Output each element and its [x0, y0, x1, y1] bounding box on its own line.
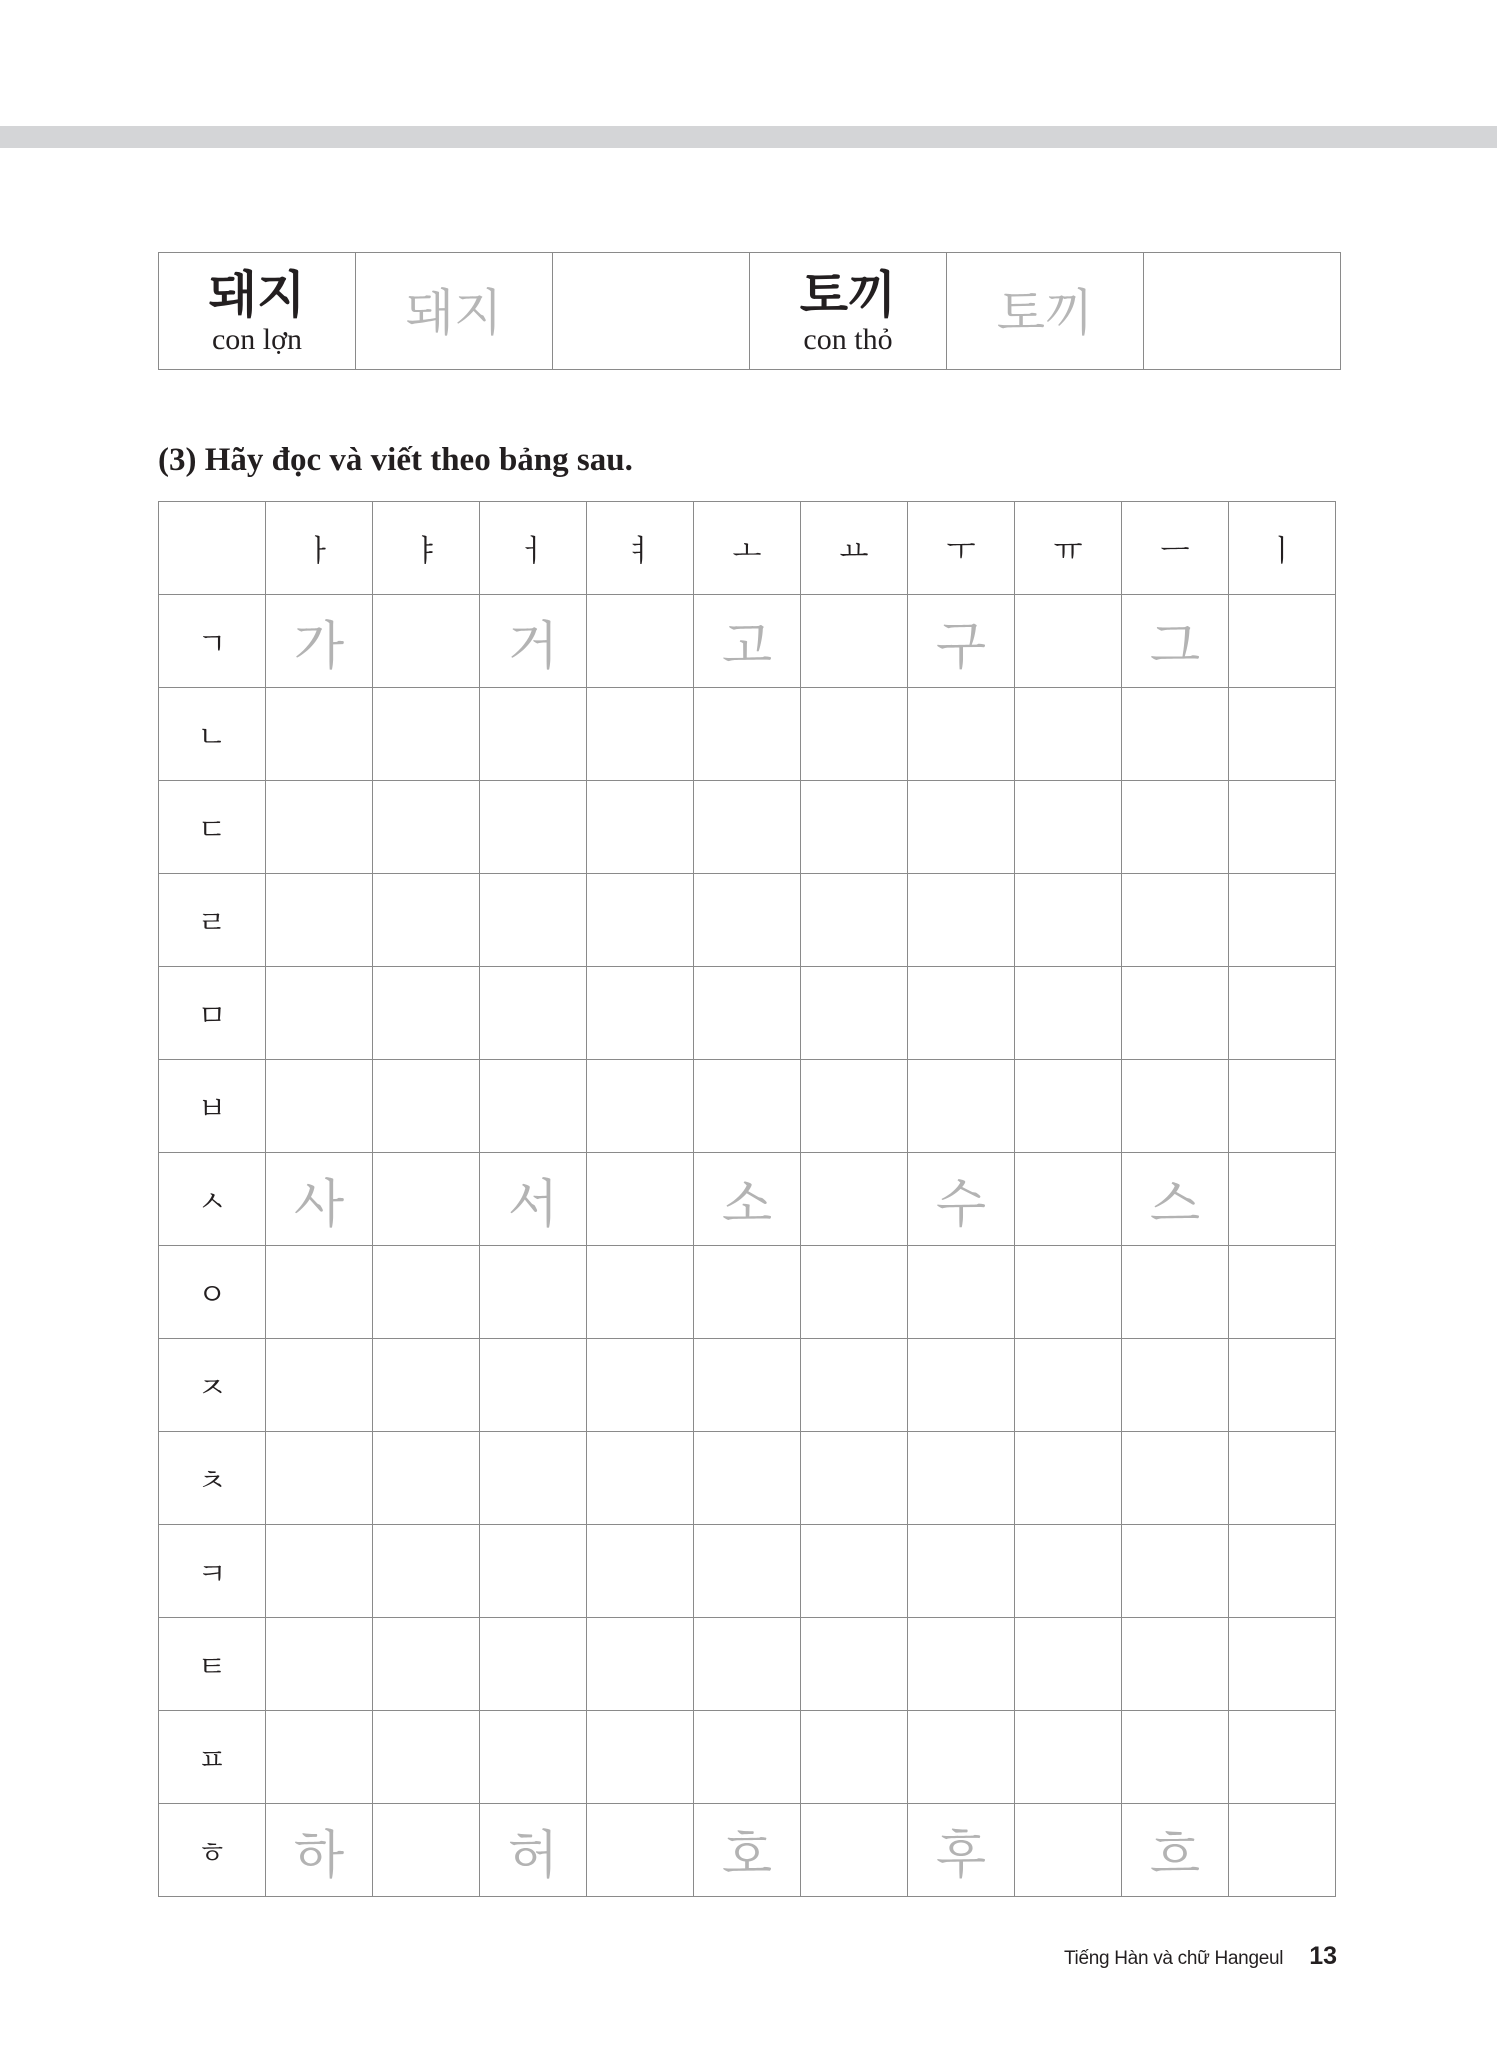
syllable-write-cell[interactable] — [1015, 1060, 1122, 1153]
vocab-trace-cell[interactable] — [947, 253, 1144, 370]
syllable-write-cell[interactable] — [480, 1525, 587, 1618]
syllable-write-cell[interactable] — [1122, 1711, 1229, 1804]
vocab-word-cell — [159, 253, 356, 370]
syllable-write-cell[interactable] — [1015, 1339, 1122, 1432]
grid-row — [159, 688, 1336, 781]
syllable-write-cell[interactable] — [1229, 595, 1336, 688]
syllable-write-cell[interactable] — [587, 1339, 694, 1432]
syllable-write-cell[interactable] — [694, 1432, 801, 1525]
grid-row — [159, 1153, 1336, 1246]
syllable-write-cell[interactable] — [480, 967, 587, 1060]
grid-row — [159, 1618, 1336, 1711]
syllable-trace-cell[interactable]: 흐 — [1122, 1804, 1229, 1897]
syllable-write-cell[interactable] — [908, 688, 1015, 781]
syllable-trace-cell[interactable]: 거 — [480, 595, 587, 688]
syllable-write-cell[interactable] — [801, 781, 908, 874]
syllable-write-cell[interactable] — [1229, 1618, 1336, 1711]
syllable-write-cell[interactable] — [587, 1525, 694, 1618]
syllable-write-cell[interactable] — [373, 1618, 480, 1711]
syllable-write-cell[interactable] — [266, 1339, 373, 1432]
syllable-write-cell[interactable] — [801, 1339, 908, 1432]
syllable-write-cell[interactable] — [801, 1711, 908, 1804]
syllable-write-cell[interactable] — [1122, 781, 1229, 874]
syllable-write-cell[interactable] — [908, 1525, 1015, 1618]
syllable-write-cell[interactable] — [373, 1246, 480, 1339]
consonant-header-cell: ㅂ — [159, 1060, 266, 1153]
vowel-header-cell: ㅣ — [1229, 502, 1336, 595]
syllable-write-cell[interactable] — [801, 967, 908, 1060]
consonant-header-cell: ㅁ — [159, 967, 266, 1060]
syllable-write-cell[interactable] — [266, 1711, 373, 1804]
consonant-header-cell: ㅋ — [159, 1525, 266, 1618]
hangeul-practice-grid — [158, 501, 1336, 1897]
syllable-write-cell[interactable] — [1122, 1339, 1229, 1432]
vowel-header-cell: ㅏ — [266, 502, 373, 595]
syllable-write-cell[interactable] — [1229, 874, 1336, 967]
syllable-write-cell[interactable] — [373, 781, 480, 874]
vowel-header-cell: ㅓ — [480, 502, 587, 595]
vowel-header-cell: ㅕ — [587, 502, 694, 595]
grid-corner-cell — [159, 502, 266, 595]
syllable-write-cell[interactable] — [1122, 1432, 1229, 1525]
syllable-write-cell[interactable] — [480, 688, 587, 781]
syllable-write-cell[interactable] — [373, 967, 480, 1060]
syllable-write-cell[interactable] — [266, 967, 373, 1060]
consonant-header-cell: ㅈ — [159, 1339, 266, 1432]
syllable-write-cell[interactable] — [801, 1246, 908, 1339]
syllable-trace-cell[interactable]: 스 — [1122, 1153, 1229, 1246]
vocab-word: 돼지 — [208, 266, 306, 324]
vocab-write-cell[interactable] — [1144, 253, 1341, 370]
syllable-write-cell[interactable] — [1122, 688, 1229, 781]
syllable-write-cell[interactable] — [480, 781, 587, 874]
consonant-header-cell: ㄴ — [159, 688, 266, 781]
syllable-write-cell[interactable] — [266, 688, 373, 781]
syllable-write-cell[interactable] — [694, 967, 801, 1060]
syllable-write-cell[interactable] — [1229, 967, 1336, 1060]
syllable-write-cell[interactable] — [801, 1525, 908, 1618]
syllable-write-cell[interactable] — [373, 874, 480, 967]
consonant-header-cell: ㄹ — [159, 874, 266, 967]
syllable-write-cell[interactable] — [480, 1246, 587, 1339]
syllable-write-cell[interactable] — [373, 1432, 480, 1525]
syllable-write-cell[interactable] — [480, 1711, 587, 1804]
syllable-write-cell[interactable] — [801, 1060, 908, 1153]
vowel-header-cell: ㅑ — [373, 502, 480, 595]
syllable-write-cell[interactable] — [801, 1432, 908, 1525]
syllable-write-cell[interactable] — [694, 781, 801, 874]
syllable-write-cell[interactable] — [1122, 967, 1229, 1060]
syllable-write-cell[interactable] — [373, 595, 480, 688]
syllable-write-cell[interactable] — [1015, 1711, 1122, 1804]
grid-row — [159, 595, 1336, 688]
syllable-write-cell[interactable] — [1229, 1060, 1336, 1153]
syllable-write-cell[interactable] — [587, 1153, 694, 1246]
syllable-write-cell[interactable] — [1229, 688, 1336, 781]
syllable-write-cell[interactable] — [266, 1525, 373, 1618]
syllable-trace-cell[interactable]: 수 — [908, 1153, 1015, 1246]
syllable-write-cell[interactable] — [1015, 1153, 1122, 1246]
syllable-write-cell[interactable] — [694, 1618, 801, 1711]
syllable-write-cell[interactable] — [480, 874, 587, 967]
syllable-write-cell[interactable] — [587, 688, 694, 781]
syllable-write-cell[interactable] — [1229, 781, 1336, 874]
vowel-header-cell: ㅜ — [908, 502, 1015, 595]
syllable-trace-cell[interactable]: 후 — [908, 1804, 1015, 1897]
syllable-write-cell[interactable] — [908, 1060, 1015, 1153]
vowel-header-cell: ㅠ — [1015, 502, 1122, 595]
syllable-write-cell[interactable] — [1015, 688, 1122, 781]
syllable-trace-cell[interactable]: 구 — [908, 595, 1015, 688]
vocab-trace-cell[interactable] — [356, 253, 553, 370]
syllable-trace-cell[interactable]: 호 — [694, 1804, 801, 1897]
grid-row — [159, 1432, 1336, 1525]
syllable-write-cell[interactable] — [694, 1711, 801, 1804]
syllable-write-cell[interactable] — [1229, 1246, 1336, 1339]
syllable-write-cell[interactable] — [587, 1060, 694, 1153]
syllable-write-cell[interactable] — [1229, 1432, 1336, 1525]
grid-row — [159, 1339, 1336, 1432]
grid-row — [159, 967, 1336, 1060]
syllable-write-cell[interactable] — [908, 967, 1015, 1060]
syllable-write-cell[interactable] — [694, 1339, 801, 1432]
vocab-table — [158, 252, 1341, 370]
syllable-write-cell[interactable] — [908, 874, 1015, 967]
syllable-write-cell[interactable] — [801, 1153, 908, 1246]
syllable-write-cell[interactable] — [266, 1618, 373, 1711]
syllable-write-cell[interactable] — [480, 1060, 587, 1153]
exercise-heading: (3) Hãy đọc và viết theo bảng sau. — [158, 442, 633, 478]
grid-row — [159, 1525, 1336, 1618]
syllable-write-cell[interactable] — [908, 1711, 1015, 1804]
syllable-write-cell[interactable] — [480, 1339, 587, 1432]
syllable-write-cell[interactable] — [1122, 1246, 1229, 1339]
grid-row — [159, 1060, 1336, 1153]
consonant-header-cell: ㅌ — [159, 1618, 266, 1711]
syllable-write-cell[interactable] — [801, 688, 908, 781]
vocab-word-cell — [750, 253, 947, 370]
grid-row — [159, 781, 1336, 874]
syllable-write-cell[interactable] — [480, 1432, 587, 1525]
syllable-write-cell[interactable] — [1015, 967, 1122, 1060]
syllable-write-cell[interactable] — [1122, 1618, 1229, 1711]
syllable-write-cell[interactable] — [587, 1246, 694, 1339]
syllable-write-cell[interactable] — [801, 874, 908, 967]
syllable-write-cell[interactable] — [908, 1432, 1015, 1525]
consonant-header-cell: ㅇ — [159, 1246, 266, 1339]
syllable-write-cell[interactable] — [373, 1525, 480, 1618]
syllable-write-cell[interactable] — [1015, 1246, 1122, 1339]
consonant-header-cell: ㄱ — [159, 595, 266, 688]
syllable-write-cell[interactable] — [587, 595, 694, 688]
syllable-write-cell[interactable] — [1015, 1432, 1122, 1525]
vowel-header-cell: ㅡ — [1122, 502, 1229, 595]
syllable-write-cell[interactable] — [266, 781, 373, 874]
grid-row — [159, 1246, 1336, 1339]
syllable-write-cell[interactable] — [694, 1525, 801, 1618]
syllable-trace-cell[interactable]: 사 — [266, 1153, 373, 1246]
syllable-write-cell[interactable] — [801, 1804, 908, 1897]
syllable-write-cell[interactable] — [1229, 1153, 1336, 1246]
grid-row — [159, 1804, 1336, 1897]
syllable-write-cell[interactable] — [1015, 874, 1122, 967]
syllable-write-cell[interactable] — [373, 1711, 480, 1804]
syllable-write-cell[interactable] — [587, 781, 694, 874]
syllable-write-cell[interactable] — [908, 1618, 1015, 1711]
vocab-write-cell[interactable] — [553, 253, 750, 370]
consonant-header-cell: ㅅ — [159, 1153, 266, 1246]
grid-header-row — [159, 502, 1336, 595]
footer-book-title: Tiếng Hàn và chữ Hangeul — [1063, 1948, 1284, 1969]
syllable-write-cell[interactable] — [587, 1711, 694, 1804]
syllable-write-cell[interactable] — [694, 874, 801, 967]
syllable-write-cell[interactable] — [373, 1804, 480, 1897]
syllable-trace-cell[interactable]: 허 — [480, 1804, 587, 1897]
page-number: 13 — [1309, 1942, 1337, 1970]
syllable-trace-cell[interactable]: 소 — [694, 1153, 801, 1246]
vocab-meaning: con lợn — [211, 323, 302, 356]
syllable-trace-cell[interactable]: 가 — [266, 595, 373, 688]
syllable-trace-cell[interactable]: 서 — [480, 1153, 587, 1246]
vocab-trace-word: 토끼 — [996, 284, 1094, 342]
grid-row — [159, 874, 1336, 967]
grid-row — [159, 1711, 1336, 1804]
syllable-write-cell[interactable] — [694, 688, 801, 781]
syllable-write-cell[interactable] — [1122, 874, 1229, 967]
syllable-write-cell[interactable] — [587, 1804, 694, 1897]
syllable-write-cell[interactable] — [373, 1153, 480, 1246]
syllable-write-cell[interactable] — [1015, 1525, 1122, 1618]
syllable-write-cell[interactable] — [1229, 1339, 1336, 1432]
vowel-header-cell: ㅛ — [801, 502, 908, 595]
syllable-trace-cell[interactable]: 고 — [694, 595, 801, 688]
syllable-write-cell[interactable] — [266, 874, 373, 967]
syllable-write-cell[interactable] — [908, 1246, 1015, 1339]
syllable-write-cell[interactable] — [266, 1060, 373, 1153]
vocab-row — [159, 253, 1341, 370]
syllable-write-cell[interactable] — [587, 1618, 694, 1711]
syllable-write-cell[interactable] — [1229, 1525, 1336, 1618]
syllable-write-cell[interactable] — [1015, 1804, 1122, 1897]
vocab-trace-word: 돼지 — [405, 284, 503, 342]
syllable-write-cell[interactable] — [587, 1432, 694, 1525]
top-decor-band — [0, 126, 1497, 148]
syllable-write-cell[interactable] — [266, 1432, 373, 1525]
syllable-write-cell[interactable] — [908, 1339, 1015, 1432]
syllable-write-cell[interactable] — [1015, 595, 1122, 688]
syllable-write-cell[interactable] — [1122, 1525, 1229, 1618]
vocab-meaning: con thỏ — [803, 323, 893, 356]
syllable-write-cell[interactable] — [373, 1339, 480, 1432]
syllable-write-cell[interactable] — [266, 1246, 373, 1339]
syllable-write-cell[interactable] — [694, 1060, 801, 1153]
syllable-write-cell[interactable] — [373, 1060, 480, 1153]
consonant-header-cell: ㅊ — [159, 1432, 266, 1525]
syllable-write-cell[interactable] — [694, 1246, 801, 1339]
syllable-write-cell[interactable] — [1229, 1711, 1336, 1804]
consonant-header-cell: ㅍ — [159, 1711, 266, 1804]
syllable-write-cell[interactable] — [587, 967, 694, 1060]
vocab-word: 토끼 — [799, 266, 897, 324]
syllable-write-cell[interactable] — [801, 1618, 908, 1711]
syllable-write-cell[interactable] — [1229, 1804, 1336, 1897]
syllable-write-cell[interactable] — [1015, 781, 1122, 874]
syllable-write-cell[interactable] — [480, 1618, 587, 1711]
consonant-header-cell: ㅎ — [159, 1804, 266, 1897]
page-footer — [1064, 1942, 1337, 1971]
syllable-write-cell[interactable] — [801, 595, 908, 688]
syllable-write-cell[interactable] — [1122, 1060, 1229, 1153]
consonant-header-cell: ㄷ — [159, 781, 266, 874]
syllable-write-cell[interactable] — [908, 781, 1015, 874]
syllable-write-cell[interactable] — [1015, 1618, 1122, 1711]
syllable-write-cell[interactable] — [373, 688, 480, 781]
syllable-trace-cell[interactable]: 하 — [266, 1804, 373, 1897]
syllable-write-cell[interactable] — [587, 874, 694, 967]
syllable-trace-cell[interactable]: 그 — [1122, 595, 1229, 688]
vowel-header-cell: ㅗ — [694, 502, 801, 595]
